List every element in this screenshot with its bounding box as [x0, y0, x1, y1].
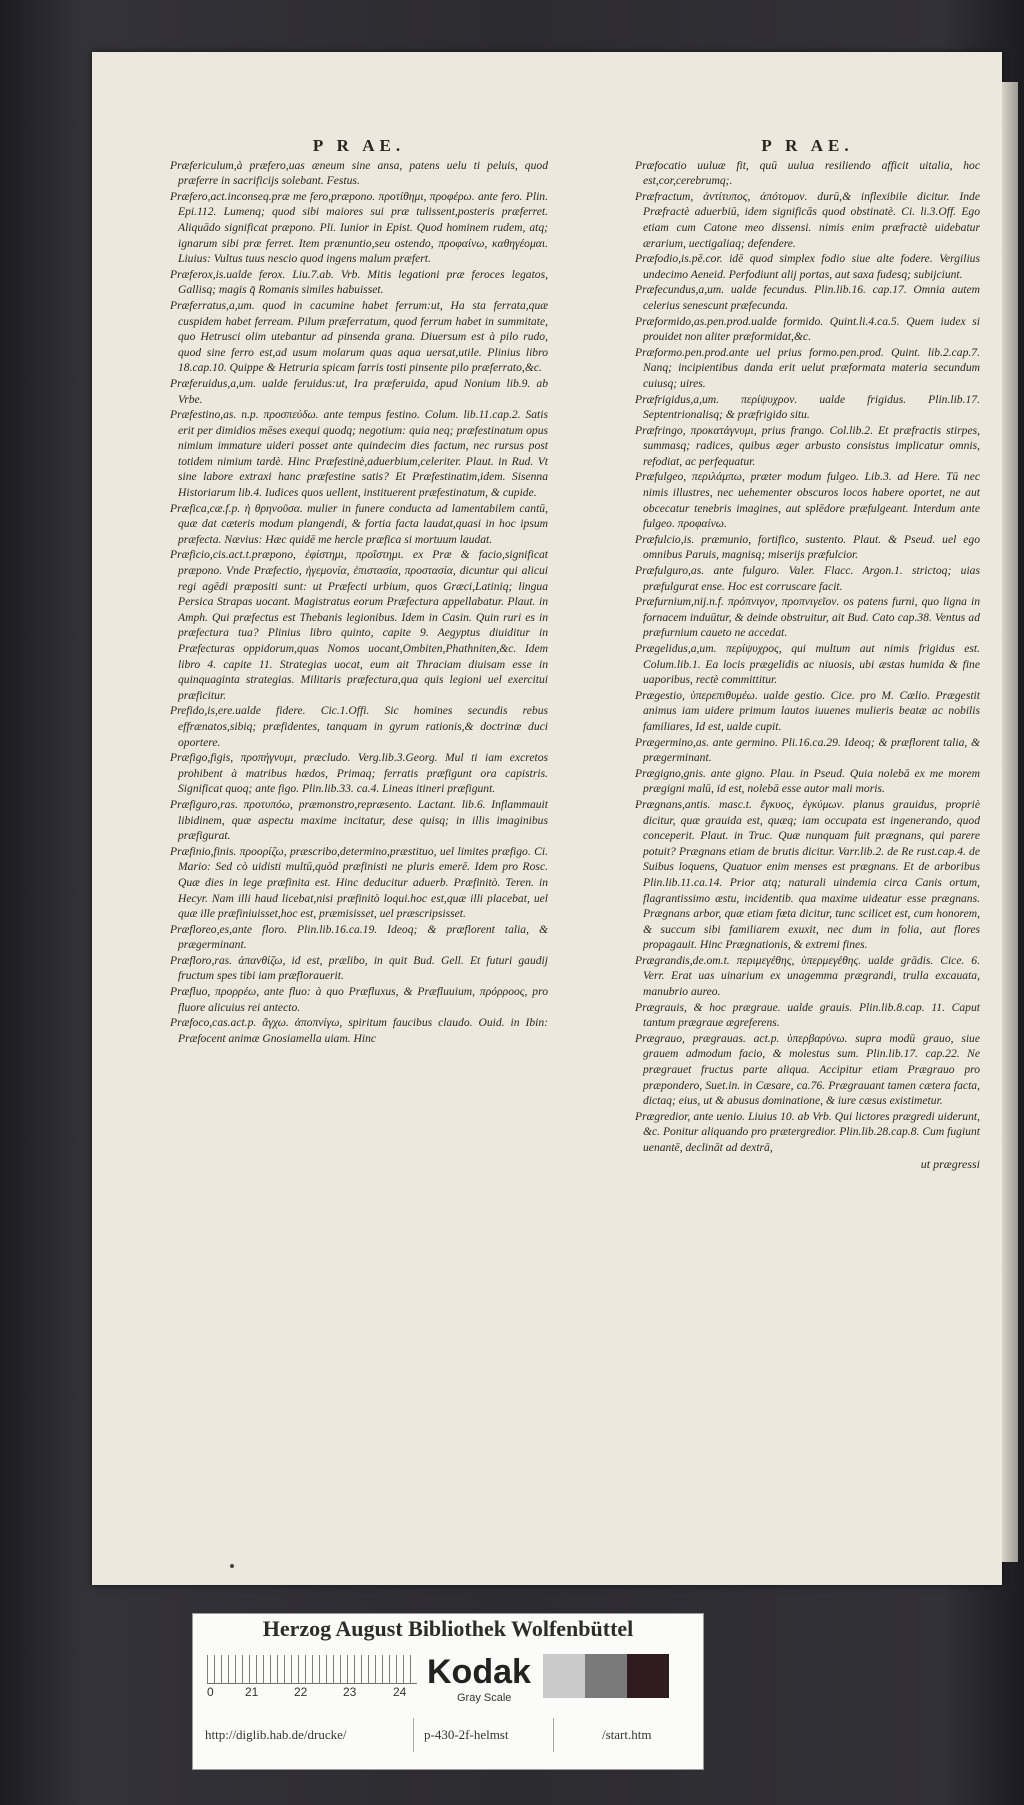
dictionary-entry: Præferratus,a,um. quod in cacumine habet ferrum:ut, Ha sta ferrata,quæ cuspidem habet ferream. Pilum præferratum, quod ferrum habet in summitate, quo Hetrusci olim utebantur ad pinsenda grana. Diuersum est à pilo rudo, quod sine ferro est,ad usum molarum quas aqua uersat,utile. Plinius libro 18.cap.10. Quippe & Hetruria spicam farris tosti pinsente pilo præferrato,&c. [170, 298, 548, 375]
dictionary-entry: Præficio,cis.act.t.præpono, ἐφίστημι, προΐστημι. ex Præ & facio,significat præpono. Vnde Præfectio, ἡγεμονία, ἐπιστασία, προστασία, dicuntur qui alicui regi agēdi præpositi sunt: ut Præfecti urbium, quos Græci,Latiniq; lingua Persica Strapas uocant. Magistratus eorum Præfectura appellabatur. Plaut. in Amph. Qui præfectus est Thebanis legionibus. Idem in Casin. Quin ruri es in præfectura tua? Plinius libro quinto, capite 9. Aegyptus diuiditur in Præfecturas oppidorum,quas Nomos uocant,Ombiten,Phathniten,&c. Idem libro 4. capite 11. Strategias uocat, eum ait Thraciam diuisam esse in quinquaginta strategias. Militaris præfectura,qua quis legioni uel exercitui præficitur. [170, 548, 548, 702]
right-running-head: P R AE. [761, 136, 854, 155]
dictionary-entry: Præfiguro,ras. προτυπόω, præmonstro,repræsento. Lactant. lib.6. Inflammauit libidinem, quæ aspectu maxime incitatur, dese quisq; in illis imaginibus præfigurat. [170, 797, 548, 843]
left-running-head: P R AE. [312, 136, 406, 155]
dictionary-entry: Præfecundus,a,um. ualde fecundus. Plin.lib.16. cap.17. Omnia autem celerius senescunt præfecunda. [635, 283, 980, 312]
dictionary-entry: Prægelidus,a,um. περίψυχρος, qui multum aut nimis frigidus est. Colum.lib.1. Ea locis prægelidis ac niuosis, ubi æstas humida & fine uaporibus, rectè committitur. [635, 642, 980, 687]
ink-speck [230, 1564, 234, 1568]
dictionary-entry: Prægrandis,de.om.t. περιμεγέθης, ὑπερμεγέθης. ualde grādis. Cice. 6. Verr. Erat uas uinarium ex unagemma prægrandi, trulla excauata, manubrio aureo. [635, 953, 980, 999]
dictionary-entry: Præfractum, ἀντίτυπος, ἀπότομον. durū,& inflexibile dicitur. Inde Præfractè aduerbiū, idem significās quod obstinatè. Ci. li.3.Off. Ego etiam cum Catone meo dissensi. nimis enim præfractè uidebatur ærarium, uectigaliaq; defendere. [635, 189, 980, 250]
dictionary-entry: Præfloro,ras. ἀπανθίζω, id est, prælibo, in quit Bud. Gell. Et futuri gaudij fructum spes tibi iam præflorauerit. [170, 953, 548, 983]
dictionary-entry: Præferox,is.ualde ferox. Liu.7.ab. Vrb. Mitis legationi præ feroces legatos, Gallisq; magis q̄ Romanis similes habuisset. [170, 267, 548, 297]
dictionary-entry: Præfulgeo, περιλάμπω, præter modum fulgeo. Lib.3. ad Here. Tū nec nimis illustres, nec uehementer obscuros locos habere oportet, ne aut obcecatur tenebris imagines, aut splēdore præfulgeant. Interdum ante fulgeo. προφαίνω. [635, 470, 980, 531]
dictionary-entry: Præfurnium,nij.n.f. πρόπνιγον, προπνιγεῖον. os patens furni, quo ligna in fornacem induūtur, & deinde obstruitur, ait Bud. Cato cap.38. Ventus ad præfurnium caueto ne accedat. [635, 595, 980, 640]
dictionary-entry: Præfloreo,es,ante floro. Plin.lib.16.ca.19. Ideoq; & præflorent talia, & prægerminant. [170, 922, 548, 952]
url-end: /start.htm [553, 1718, 742, 1752]
dictionary-entry: Præfestino,as. n.p. προσπεύδω. ante tempus festino. Colum. lib.11.cap.2. Satis erit per dimidios mēses exequi quodq; negotium: quia neq; præfestinatum opus nimium immature uideri posset ante quindecim dies factum, nec rursus post totidem nimium tardè. Hinc Præfestinè,aduerbium,celeriter. Plaut. in Rud. Vt sine labore extraxi hanc præfestine satis? Et Præfestinatim,idem. Sisenna Historiarum lib.4. Iudices quos uellent, instituerent præfestinatum, & cupide. [170, 408, 548, 500]
dictionary-entry: Prægnans,antis. masc.t. ἔγκυος, ἐγκύμων. planus grauidus, propriè dicitur, quæ grauida est, quæq; iam occupata est ingenerando, quod conceperit. Plaut. in Truc. Quæ nunquam fuit prægnans, qui parere potuit? Prægnans etiam de brutis dicitur. Varr.lib.2. de Re rust.cap.4. de Suibus loquens, Quatuor enim menses est prægnans. Et de arboribus Plin.lib.11.ca.14. Prior atq; naturali uindemia circa Canis ortum, flagrantissimo æstu, incidentib. qua maxime uideatur esse prægnans. Prægnans arbor, quæ etiam fœta dicitur, tunc scilicet est, cum honorem, & succum sibi familiarem exuxit, nec dum in folia, aut flores propagauit. Hinc Prægnationis, & extremi fines. [635, 797, 980, 952]
left-entries [170, 158, 548, 1047]
dictionary-entry: Præfocatio uuluæ fit, quū uulua resiliendo afficit uitalia, hoc est,cor,cerebrumq;. [635, 158, 980, 188]
book-page [92, 52, 1002, 1585]
gray-scale-label: Gray Scale [457, 1692, 512, 1704]
dictionary-entry: Præfinio,finis. προορίζω, præscribo,determino,præstituo, uel limites præfigo. Ci. Mario: Sed cò uidisti multū,quòd præfinisti ne pluris emerē. Idem pro Rosc. Quæ dies in lege præfinita est. Hinc deducitur aduerb. Præfinitò. Teren. in Hecyr. Nam illi haud licebat,nisi præfinitò loqui.hoc est,quæ illi placebat, uel quæ ille præfiniuisset,hoc est, præmisisset, uel præscripsisset. [170, 844, 548, 921]
url-base: http://diglib.hab.de/drucke/ [205, 1727, 347, 1742]
gray-swatch-dark [627, 1654, 669, 1698]
url-id: p-430-2f-helmst [413, 1718, 542, 1752]
ruler-numbers [207, 1685, 422, 1701]
dictionary-entry: Præformo.pen.prod.ante uel prius formo.pen.prod. Quint. lib.2.cap.7. Nanq; incipientibus danda erit uelut præformata materia secundum cuiusq; uires. [635, 345, 980, 390]
dictionary-entry: Præfulguro,as. ante fulguro. Valer. Flacc. Argon.1. strictoq; uias præfulgurat ense. Hoc est corruscare facit. [635, 564, 980, 593]
dictionary-entry: Præfericulum,à præfero,uas æneum sine ansa, patens uelu ti peluis, quod præferre in sacrificijs solebant. Festus. [170, 158, 548, 188]
kodak-logo: Kodak [427, 1653, 531, 1691]
dictionary-entry: Præfoco,cas.act.p. ἄγχω. ἀποπνίγω, spiritum faucibus claudo. Ouid. in Ibin: Præfocent animæ Gnosiamella uiam. Hinc [170, 1016, 548, 1045]
dictionary-entry: Præfluo, προρρέω, ante fluo: à quo Præfluxus, & Præfluuium, πρόρροος, pro fluore alicuius rei antecto. [170, 985, 548, 1014]
dictionary-entry: Præformido,as.pen.prod.ualde formido. Quint.li.4.ca.5. Quem iudex si prouidet non aliter præformidat,&c. [635, 314, 980, 344]
scale-ruler [207, 1655, 417, 1684]
right-column [635, 138, 980, 1172]
right-entries [635, 158, 980, 1156]
ruler-number: 24 [393, 1685, 407, 1699]
dictionary-entry: Prægrauo, prægrauas. act.p. ὑπερβαρύνω. supra modū grauo, siue grauem admodum facio, & molestus sum. Plin.lib.17. cap.22. Ne prægrauet fructus parte aliqua. Accipitur etiam Prægrauo pro præpondero, Suet.in. in Cæsare, ca.76. Prægrauant tamen cætera facta, dictaq; eius, ut & abusus dominatione, & iure cæsus existimetur. [635, 1031, 980, 1108]
page-edge [1002, 82, 1018, 1562]
dictionary-entry: Prægermino,as. ante germino. Pli.16.ca.29. Ideoq; & præflorent talia, & prægerminant. [635, 735, 980, 765]
dictionary-entry: Præfringo, προκατάγνυμι, prius frango. Col.lib.2. Et præfractis stirpes, summasq; radices, quibus æger arbusto consistus implicatur omnis, refodiat, ac perfequatur. [635, 423, 980, 468]
url-row [193, 1718, 703, 1754]
dictionary-entry: Præferuidus,a,um. ualde feruidus:ut, Ira præferuida, apud Nonium lib.9. ab Vrbe. [170, 376, 548, 406]
dictionary-entry: Præfodio,is.pē.cor. idē quod simplex fodio siue alte fodere. Vergilius undecimo Aeneid. Perfodiunt alij portas, aut saxa fudesq; subijciunt. [635, 252, 980, 281]
dictionary-entry: Prægigno,gnis. ante gigno. Plau. in Pseud. Quia nolebā ex me morem prægigni malū, id est, nolebā esse autor mali moris. [635, 766, 980, 796]
ruler-number: 21 [245, 1685, 259, 1699]
dictionary-entry: Præfica,cæ.f.p. ἡ θρηνοῦσα. mulier in funere conducta ad lamentabilem cantū, quæ dat cæteris modum plangendi, & fortia facta laudat,quasi in hoc ipsum præfecta. Nævius: Hæc quidē me hercle præfica si mortuum laudat. [170, 501, 548, 546]
dictionary-entry: Prægredior, ante uenio. Liuius 10. ab Vrb. Qui lictores prægredi uiderunt, &c. Ponitur aliquando pro prætergredior. Plin.lib.28.cap.8. Cum fugiunt uenantē, declināt ad dextrā, [635, 1109, 980, 1154]
gray-swatch-mid [585, 1654, 627, 1698]
ruler-number: 0 [207, 1685, 214, 1699]
dictionary-entry: Præfrigidus,a,um. περίψυχρον. ualde frigidus. Plin.lib.17. Septentrionalisq; & præfrigido situ. [635, 392, 980, 422]
dictionary-entry: Præfigo,figis, προπήγνυμι, præcludo. Verg.lib.3.Georg. Mul ti iam excretos prohibent à matribus hædos, Primaq; ferratis præfigunt ora capistris. Significat quoq; ante figo. Plin.lib.33. ca.4. Lineas itineri præfigunt. [170, 751, 548, 796]
catchword: ut prægressi [920, 1156, 980, 1171]
gray-swatch-light [543, 1654, 585, 1698]
library-title: Herzog August Bibliothek Wolfenbüttel [262, 1616, 634, 1641]
dictionary-entry: Prefido,is,ere.ualde fidere. Cic.1.Offi. Sic homines secundis rebus effrænatos,sibiq; præfidentes, tanquam in gyrum rationis,& doctrinæ duci oportere. [170, 704, 548, 749]
dictionary-entry: Prægestio, ὑπερεπιθυμέω. ualde gestio. Cice. pro M. Cælio. Prægestit animus iam uidere primum lautos iuuenes mulieris beatæ ac nobilis familiares, Id est, ualde cupit. [635, 688, 980, 733]
dictionary-entry: Præfero,act.inconseq.præ me fero,præpono. προτίθημι, προφέρω. ante fero. Plin. Epi.112. Lumenq; quod sibi maiores sui præ tulissent,posteris præferret. Aliquādo significat præpono. Pli. Iunior in Epist. Quod hominem rudem, atq; ignarum sibi præ ferret. Item prænuntio,seu ostendo, προφαίνω, καθηγέομαι. Liuius: Vultus tuus nescio quod ingens malum præfert. [170, 189, 548, 266]
dictionary-entry: Præfulcio,is. præmunio, fortifico, sustento. Plaut. & Pseud. uel ego omnibus Paruis, magnisq; miserijs præfulcior. [635, 532, 980, 562]
ruler-number: 23 [343, 1685, 357, 1699]
color-target-card [192, 1613, 704, 1770]
ruler-number: 22 [294, 1685, 308, 1699]
left-column [170, 138, 548, 1046]
dictionary-entry: Prægrauis, & hoc prægraue. ualde grauis. Plin.lib.8.cap. 11. Caput tantum prægraue ægreferens. [635, 1000, 980, 1030]
